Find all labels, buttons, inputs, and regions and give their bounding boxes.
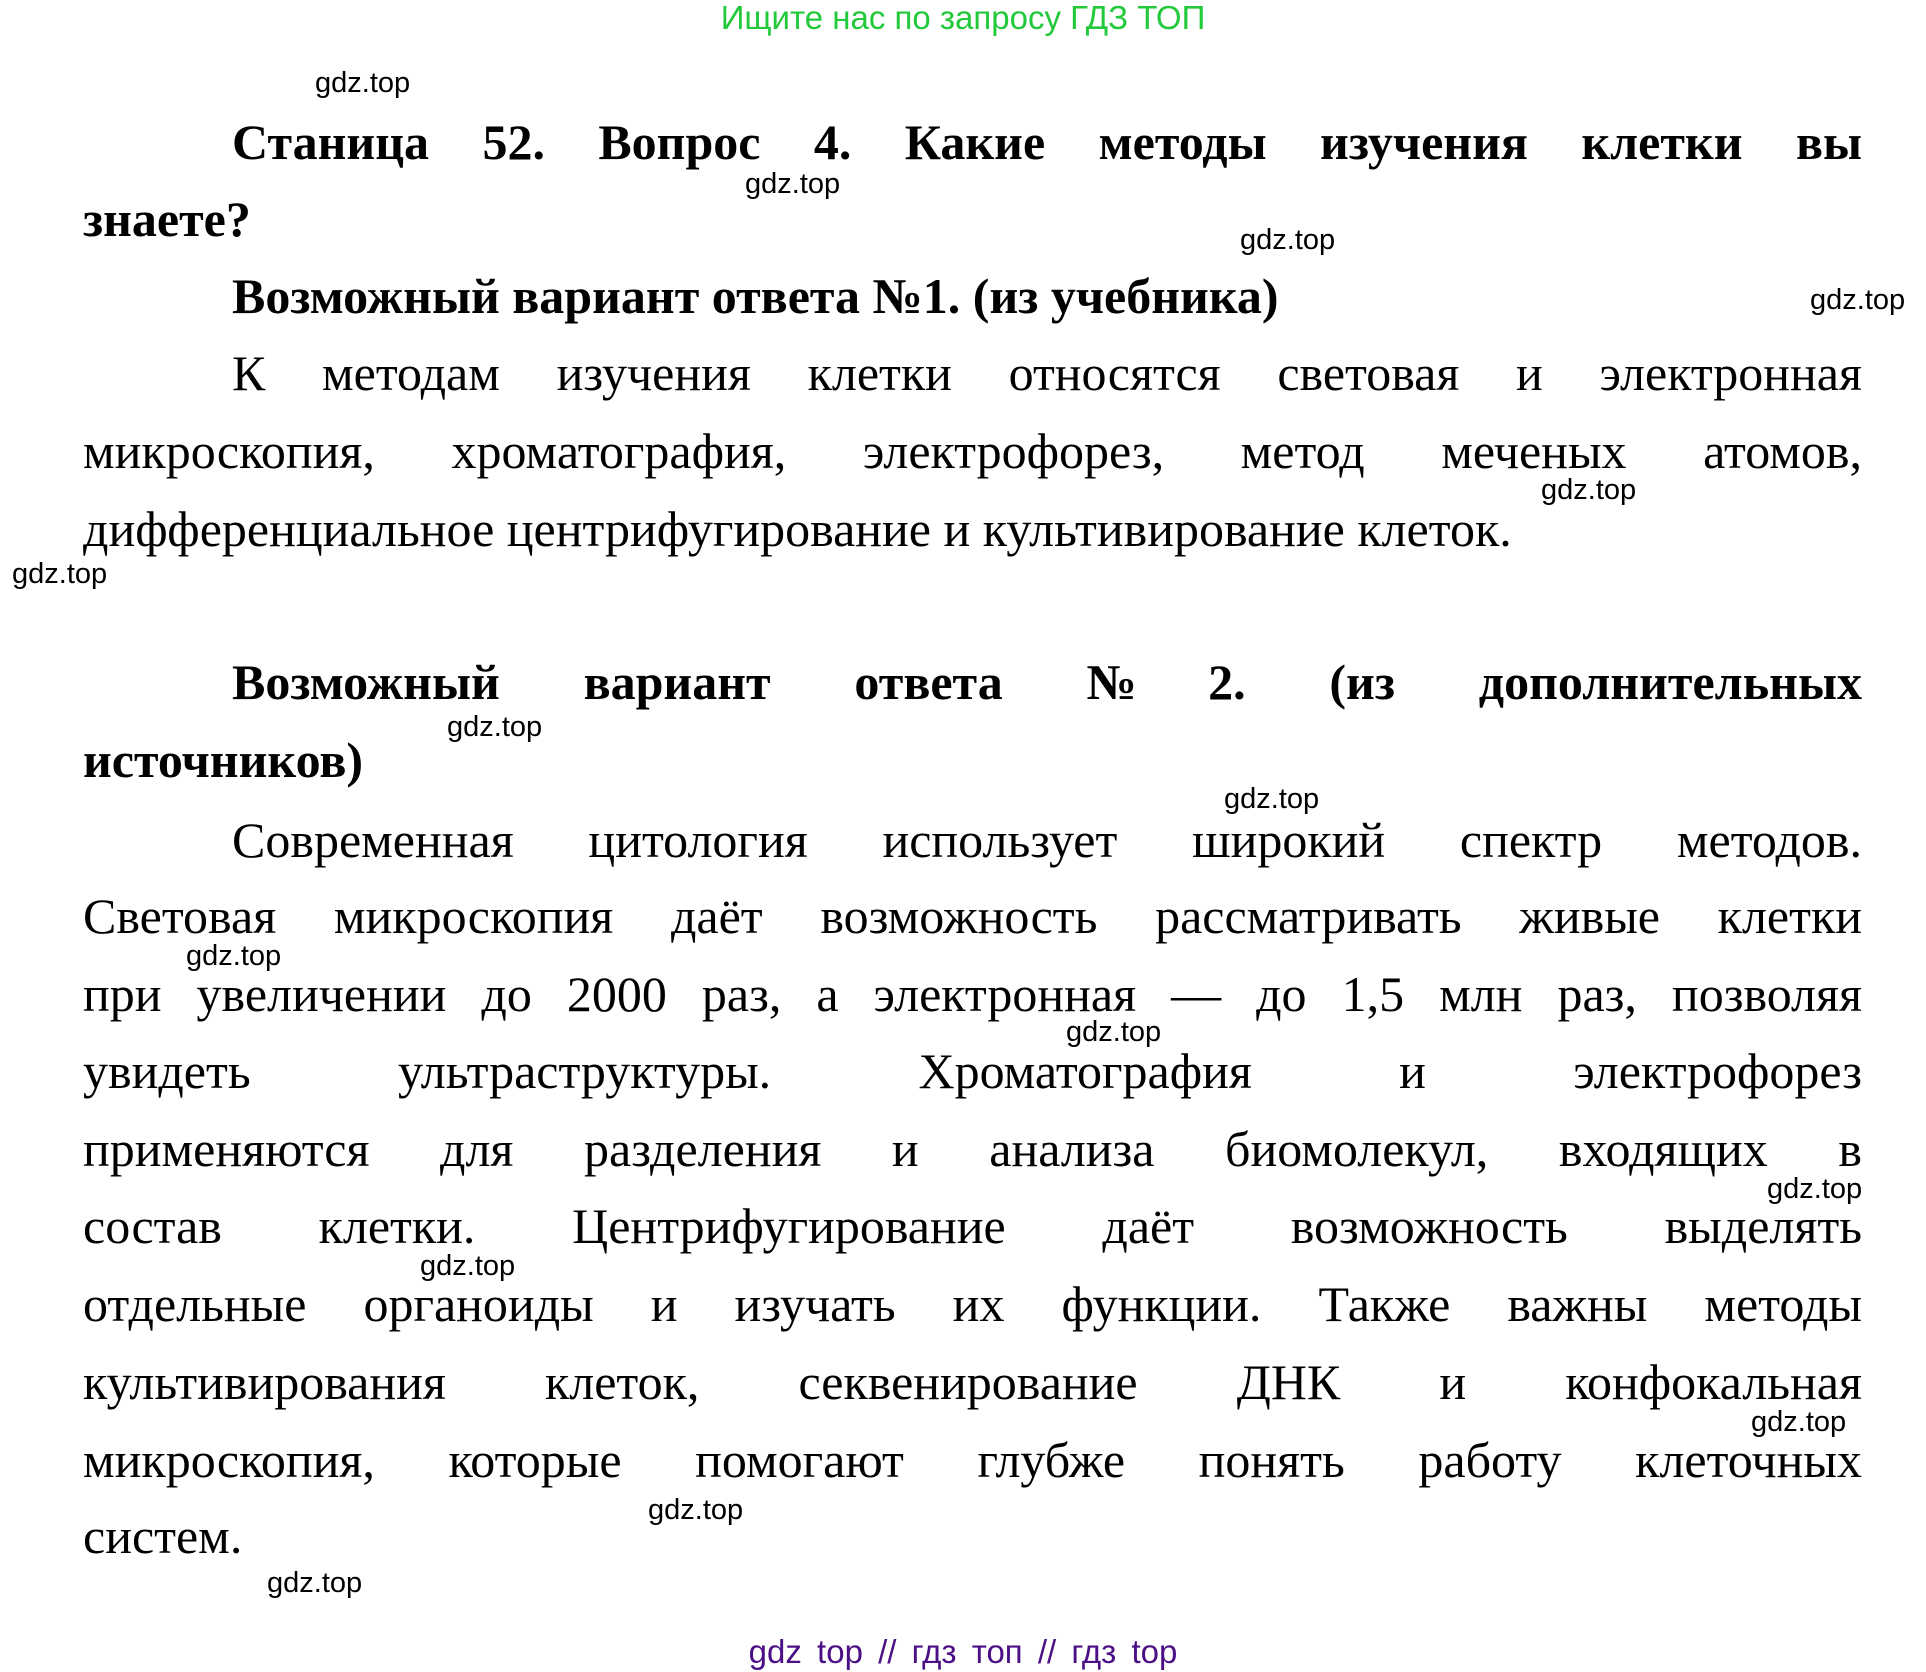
watermark: gdz.top: [648, 1494, 744, 1526]
watermark: gdz.top: [420, 1250, 516, 1282]
watermark: gdz.top: [1810, 284, 1906, 316]
answer1-heading: Возможный вариант ответа №1. (из учебника): [232, 268, 1279, 324]
question-title-line: знаете?: [83, 191, 251, 247]
answer1-line: дифференциальное центрифугирование и культивирование клеток.: [83, 501, 1512, 557]
watermark: gdz.top: [1767, 1173, 1863, 1205]
watermark: gdz.top: [1066, 1016, 1162, 1048]
answer2-line: систем.: [83, 1508, 243, 1564]
watermark: gdz.top: [315, 67, 411, 99]
watermark: gdz.top: [12, 558, 108, 590]
answer2-line: Современная цитология использует широкий спектр методов.: [232, 812, 1862, 868]
answer2-line: при увеличении до 2000 раз, а электронная — до 1,5 млн раз, позволяя: [83, 966, 1862, 1022]
answer1-line: К методам изучения клетки относятся световая и электронная: [232, 345, 1862, 401]
answer2-heading-line: источников): [83, 732, 363, 788]
watermark: gdz.top: [745, 168, 841, 200]
answer2-line: микроскопия, которые помогают глубже понять работу клеточных: [83, 1432, 1862, 1488]
search-banner: Ищите нас по запросу ГДЗ ТОП: [720, 0, 1206, 36]
watermark: gdz.top: [1541, 474, 1637, 506]
answer2-heading-line: Возможный вариант ответа №2. (из дополнительных: [232, 654, 1862, 710]
answer2-line: применяются для разделения и анализа биомолекул, входящих в: [83, 1121, 1862, 1177]
answer2-line: состав клетки. Центрифугирование даёт возможность выделять: [83, 1198, 1862, 1254]
answer2-line: отдельные органоиды и изучать их функции. Также важны методы: [83, 1276, 1862, 1332]
answer1-line: микроскопия, хроматография, электрофорез, метод меченых атомов,: [83, 423, 1862, 479]
watermark: gdz.top: [186, 940, 282, 972]
watermark: gdz.top: [447, 711, 543, 743]
question-title-line: Станица 52. Вопрос 4. Какие методы изучения клетки вы: [232, 114, 1862, 170]
answer2-line: Световая микроскопия даёт возможность рассматривать живые клетки: [83, 888, 1862, 944]
answer2-line: культивирования клеток, секвенирование ДНК и конфокальная: [83, 1354, 1862, 1410]
watermark: gdz.top: [267, 1567, 363, 1599]
watermark: gdz.top: [1240, 224, 1336, 256]
watermark: gdz.top: [1224, 783, 1320, 815]
answer2-line: увидеть ультраструктуры. Хроматография и электрофорез: [83, 1043, 1862, 1099]
footer-links: gdz top // гдз топ // гдз top: [748, 1633, 1178, 1670]
watermark: gdz.top: [1751, 1406, 1847, 1438]
